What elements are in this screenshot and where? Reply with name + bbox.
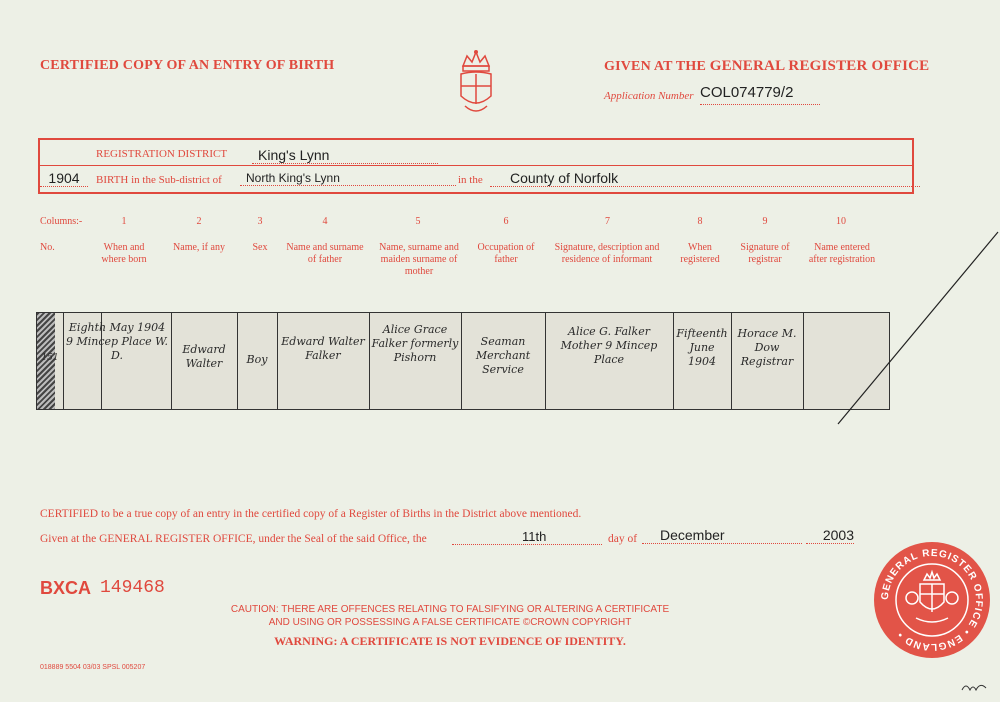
column-heading-occupation: Occupation of father: [477, 242, 535, 265]
register-entry-row: [36, 312, 890, 410]
serial-number: 149468: [100, 578, 165, 598]
register-rule: [277, 313, 278, 409]
certification-day-of: day of: [608, 533, 638, 545]
royal-crest-icon: [455, 48, 497, 120]
entry-registrar: Horace M. Dow Registrar: [737, 327, 797, 368]
entry-sex: Boy: [246, 353, 268, 366]
column-heading-name: Name, if any: [173, 242, 225, 253]
general-register-office-seal: [872, 540, 992, 660]
registration-district-label: REGISTRATION DISTRICT: [96, 148, 228, 160]
seal-text: GENERAL REGISTER OFFICE • ENGLAND •: [879, 547, 985, 653]
entry-number: 151: [41, 353, 59, 363]
column-heading-registered: When registered: [680, 242, 720, 265]
application-number-field: [700, 84, 820, 105]
given-at-label: GIVEN AT THE: [604, 59, 706, 74]
column-number-1: 1: [121, 216, 127, 227]
subdistrict-value: North King's Lynn: [240, 171, 456, 186]
register-rule: [731, 313, 732, 409]
cancel-stroke: [820, 228, 1000, 428]
column-number-3: 3: [257, 216, 263, 227]
register-rule: [461, 313, 462, 409]
certificate-title: CERTIFIED COPY OF AN ENTRY OF BIRTH: [40, 58, 335, 73]
columns-label: Columns:-: [40, 216, 83, 227]
district-divider: [40, 165, 912, 166]
column-number-9: 9: [762, 216, 768, 227]
birth-year: 1904: [40, 170, 88, 187]
form-code: 018889 5504 03/03 SPSL 005207: [40, 664, 146, 671]
certification-day: 11th: [452, 529, 602, 545]
certification-year: 2003: [806, 527, 854, 544]
entry-mother: Alice Grace Falker formerly Pishorn: [371, 323, 459, 364]
register-rule: [545, 313, 546, 409]
entry-informant: Alice G. Falker Mother 9 Mincep Place: [560, 325, 658, 366]
caution-line-2: AND USING OR POSSESSING A FALSE CERTIFICATE ©CROWN COPYRIGHT: [268, 617, 632, 628]
column-number-10: 10: [836, 216, 846, 227]
column-heading-registrar: Signature of registrar: [740, 242, 790, 265]
column-number-5: 5: [415, 216, 421, 227]
serial-prefix: BXCA: [40, 578, 92, 598]
office-name: GENERAL REGISTER OFFICE: [709, 58, 930, 74]
column-heading-sex: Sex: [252, 242, 268, 253]
register-rule: [673, 313, 674, 409]
certification-month: December: [642, 527, 802, 544]
pencil-mark: [958, 676, 994, 700]
register-rule: [237, 313, 238, 409]
register-rule: [171, 313, 172, 409]
column-heading-when-born: When and where born: [101, 242, 147, 265]
column-number-6: 6: [503, 216, 509, 227]
column-heading-informant: Signature, description and residence of informant: [554, 242, 660, 265]
given-at-line: [604, 58, 929, 75]
column-heading-name-after: Name entered after registration: [808, 242, 876, 265]
county-value: County of Norfolk: [490, 170, 920, 187]
certification-line-2: Given at the GENERAL REGISTER OFFICE, under the Seal of the said Office, the: [40, 533, 427, 545]
register-rule: [369, 313, 370, 409]
birth-subdistrict-label: BIRTH in the Sub-district of: [96, 174, 222, 186]
identity-warning: WARNING: A CERTIFICATE IS NOT EVIDENCE OF IDENTITY.: [274, 634, 626, 648]
application-label: Application Number: [604, 90, 694, 102]
column-number-7: 7: [605, 216, 610, 227]
register-rule: [803, 313, 804, 409]
column-heading-mother: Name, surname and maiden surname of mother: [379, 242, 459, 277]
entry-registered: Fifteenth June 1904: [676, 327, 728, 368]
entry-name: Edward Walter: [182, 343, 226, 370]
column-number-4: 4: [322, 216, 328, 227]
application-number: COL074779/2: [700, 84, 794, 101]
no-label: No.: [40, 242, 55, 253]
district-box: [38, 138, 914, 194]
in-the-label: in the: [458, 174, 483, 186]
entry-father: Edward Walter Falker: [281, 335, 365, 362]
entry-occupation: Seaman Merchant Service: [475, 335, 531, 376]
caution-line-1: CAUTION: THERE ARE OFFENCES RELATING TO FALSIFYING OR ALTERING A CERTIFICATE: [230, 604, 670, 615]
entry-when-where: Eighth May 1904 9 Mincep Place W. D.: [65, 321, 169, 362]
column-number-2: 2: [196, 216, 202, 227]
registration-district-value: King's Lynn: [252, 147, 438, 164]
column-number-8: 8: [697, 216, 703, 227]
column-heading-father: Name and surname of father: [286, 242, 364, 265]
certification-line-1: CERTIFIED to be a true copy of an entry in the certified copy of a Register of Births in the District above mentioned.: [40, 508, 582, 520]
